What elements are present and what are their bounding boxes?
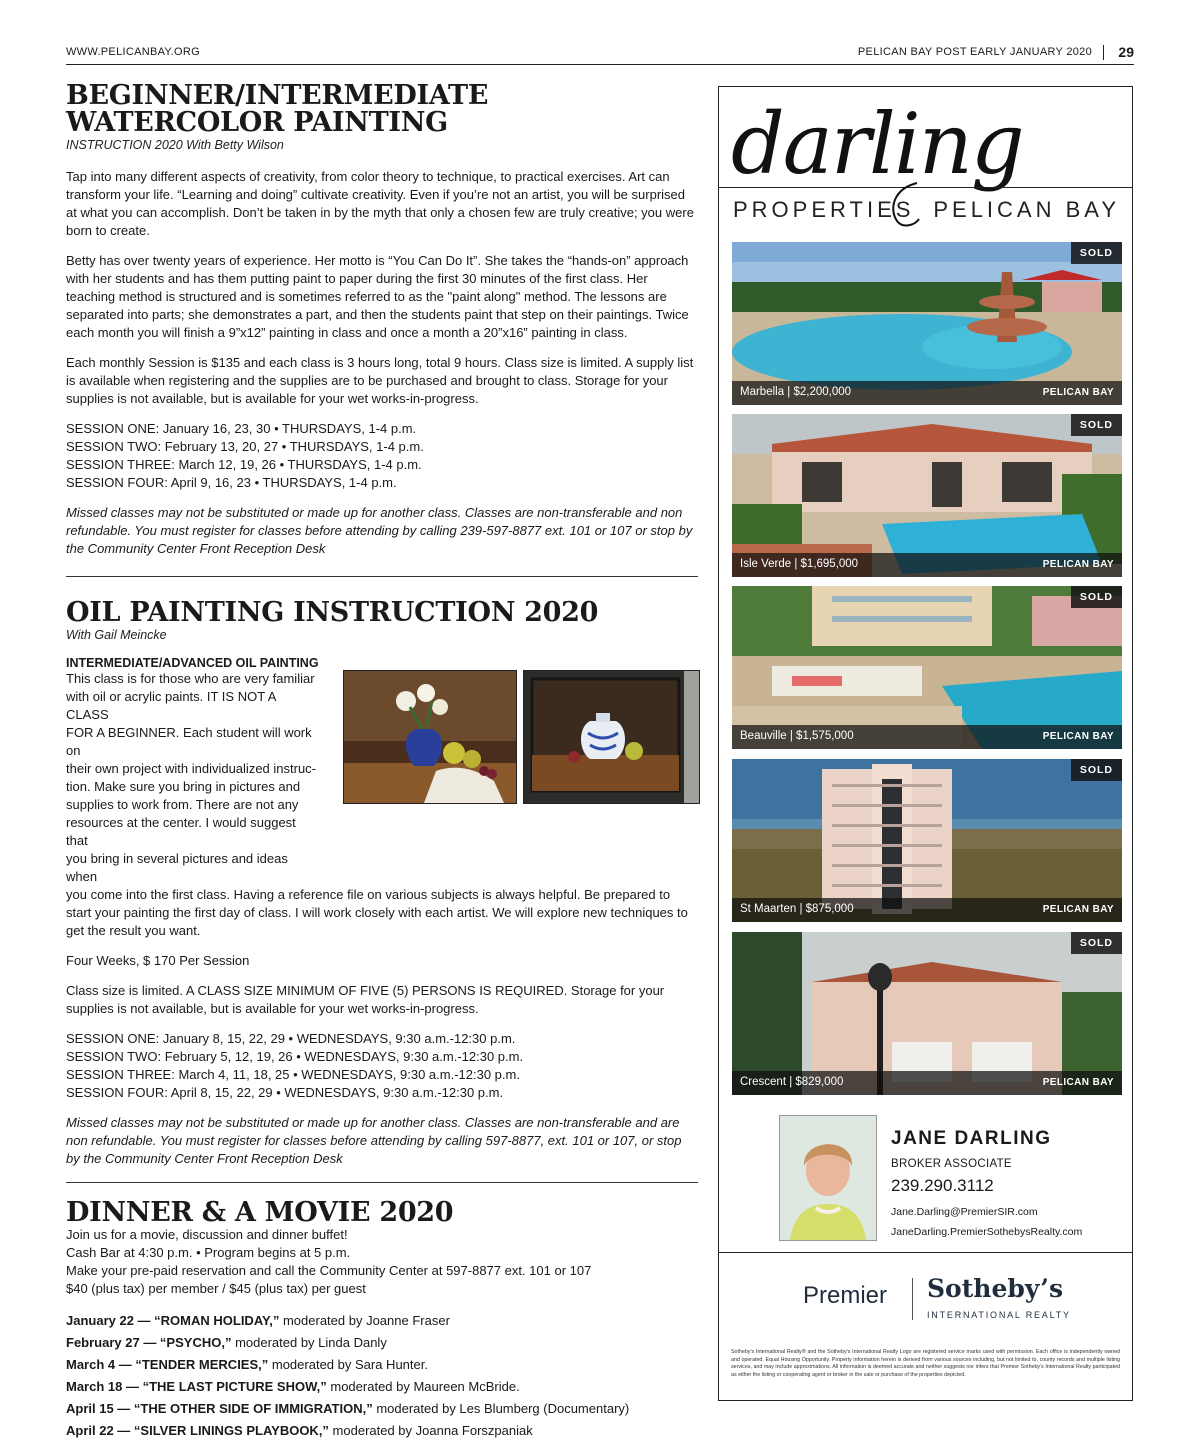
agent-website[interactable]: JaneDarling.PremierSothebysRealty.com bbox=[891, 1226, 1083, 1238]
movie-date-title: March 4 — “TENDER MERCIES,” bbox=[66, 1357, 269, 1372]
listing-caption bbox=[732, 898, 1122, 922]
movie-moderator: moderated by Sara Hunter. bbox=[268, 1357, 428, 1372]
watercolor-para3: Each monthly Session is $135 and each class is 3 hours long, total 9 hours. Class size is limited. A supply list is available when registering and the supplies are to be purchased and brought to class. Storage for your supplies is not available, but is available for your wet works-in-progress. bbox=[66, 355, 694, 406]
logo-properties: PROPERTIES bbox=[733, 197, 915, 222]
sold-badge: SOLD bbox=[1071, 932, 1122, 954]
oil-line: resources at the center. I would suggest that bbox=[66, 815, 296, 848]
agent-name: JANE DARLING bbox=[891, 1128, 1052, 1149]
watercolor-session: SESSION THREE: March 12, 19, 26 • THURSDAYS, 1-4 p.m. bbox=[66, 457, 422, 472]
brand-divider bbox=[912, 1278, 913, 1320]
agent-role: BROKER ASSOCIATE bbox=[891, 1158, 1012, 1170]
oil-session: SESSION THREE: March 4, 11, 18, 25 • WEDNESDAYS, 9:30 a.m.-12:30 p.m. bbox=[66, 1067, 520, 1082]
watercolor-sessions bbox=[66, 420, 698, 492]
watercolor-subtitle: INSTRUCTION 2020 With Betty Wilson bbox=[66, 138, 284, 152]
movie-section bbox=[66, 1199, 698, 1442]
left-column bbox=[66, 82, 698, 1442]
watercolor-session: SESSION FOUR: April 9, 16, 23 • THURSDAYS, 1-4 p.m. bbox=[66, 475, 397, 490]
sold-badge: SOLD bbox=[1071, 414, 1122, 436]
movie-intro-line: Join us for a movie, discussion and dinner buffet! bbox=[66, 1227, 348, 1242]
movie-intro-line: Make your pre-paid reservation and call the Community Center at 597-8877 ext. 101 or 107 bbox=[66, 1263, 592, 1278]
listing-card[interactable] bbox=[732, 414, 1122, 577]
movie-moderator: moderated by Joanna Forszpaniak bbox=[328, 1423, 533, 1438]
movie-date-title: February 27 — “PSYCHO,” bbox=[66, 1335, 232, 1350]
listing-name-price: Isle Verde | $1,695,000 bbox=[740, 558, 859, 570]
sold-badge: SOLD bbox=[1071, 242, 1122, 264]
listing-location: PELICAN BAY bbox=[1042, 904, 1114, 915]
logo-pelican-bay: PELICAN BAY bbox=[933, 197, 1120, 222]
watercolor-section bbox=[66, 82, 698, 558]
listing-card[interactable] bbox=[732, 242, 1122, 405]
listing-name-price: Beauville | $1,575,000 bbox=[740, 730, 854, 742]
oil-intro-text bbox=[66, 670, 321, 886]
listing-caption bbox=[732, 553, 1122, 577]
legal-disclaimer: Sotheby’s International Realty® and the Sotheby’s International Realty Logo are registered service marks used with permission. Each office is independently owned and operated. Equal Housing Opportunity. Property information herein is derived from various sources including, but not limited to, county records and multiple listing services, and may include approximations. All information is deemed accurate and neither suggests nor infers that Premier Sotheby’s International Realty participated as either the listing or cooperating agent or broker in the sale or purchase of the properties depicted. bbox=[731, 1349, 1120, 1378]
brokerage-logo bbox=[719, 1272, 1132, 1332]
listing-name-price: Marbella | $2,200,000 bbox=[740, 386, 852, 398]
listing-card[interactable] bbox=[732, 586, 1122, 749]
oil-line: you bring in several pictures and ideas when bbox=[66, 851, 288, 884]
publication-title: PELICAN BAY POST EARLY JANUARY 2020 bbox=[857, 46, 1092, 58]
listing-card[interactable] bbox=[732, 932, 1122, 1095]
movie-item bbox=[66, 1332, 698, 1354]
agent-email[interactable]: Jane.Darling@PremierSIR.com bbox=[891, 1206, 1038, 1218]
sold-badge: SOLD bbox=[1071, 759, 1122, 781]
oil-title: OIL PAINTING INSTRUCTION 2020 bbox=[66, 597, 599, 628]
watercolor-note: Missed classes may not be substituted or made up for another class. Classes are non-transferable and non refundable. You must register for classes before attending by calling 239-597-8877 ext. 101 or 107 or stop by the Community Center Front Reception Desk bbox=[66, 505, 693, 556]
movie-item bbox=[66, 1376, 698, 1398]
oil-class-size: Class size is limited. A CLASS SIZE MINIMUM OF FIVE (5) PERSONS IS REQUIRED. Storage for your supplies is not available, but is available for your wet works-in-progress. bbox=[66, 983, 665, 1016]
movie-intro-line: $40 (plus tax) per member / $45 (plus tax) per guest bbox=[66, 1281, 366, 1296]
oil-line: supplies to work from. There are not any bbox=[66, 797, 299, 812]
movie-moderator: moderated by Maureen McBride. bbox=[326, 1379, 520, 1394]
oil-line: FOR A BEGINNER. Each student will work on bbox=[66, 725, 312, 758]
watercolor-title-line2: WATERCOLOR PAINTING bbox=[66, 107, 448, 138]
movie-item bbox=[66, 1354, 698, 1376]
movie-intro-line: Cash Bar at 4:30 p.m. • Program begins at 5 p.m. bbox=[66, 1245, 351, 1260]
listing-location: PELICAN BAY bbox=[1042, 1077, 1114, 1088]
brand-sothebys: Sotheby’s bbox=[927, 1274, 1064, 1303]
painting-blue-vase-image bbox=[343, 670, 517, 804]
site-url[interactable]: WWW.PELICANBAY.ORG bbox=[66, 46, 200, 58]
listing-card[interactable] bbox=[732, 759, 1122, 922]
oil-line: This class is for those who are very familiar bbox=[66, 671, 315, 686]
agent-card bbox=[719, 1112, 1132, 1253]
oil-section bbox=[66, 599, 698, 1168]
movie-title: DINNER & A MOVIE 2020 bbox=[66, 1197, 454, 1228]
listing-location: PELICAN BAY bbox=[1042, 731, 1114, 742]
listing-name-price: Crescent | $829,000 bbox=[740, 1076, 844, 1088]
oil-session: SESSION ONE: January 8, 15, 22, 29 • WEDNESDAYS, 9:30 a.m.-12:30 p.m. bbox=[66, 1031, 516, 1046]
listing-caption bbox=[732, 725, 1122, 749]
listing-name-price: St Maarten | $875,000 bbox=[740, 903, 854, 915]
page-number: 29 bbox=[1118, 44, 1134, 60]
agent-phone[interactable]: 239.290.3112 bbox=[891, 1176, 994, 1195]
watercolor-session: SESSION ONE: January 16, 23, 30 • THURSDAYS, 1-4 p.m. bbox=[66, 421, 417, 436]
movie-schedule bbox=[66, 1310, 698, 1442]
oil-price: Four Weeks, $ 170 Per Session bbox=[66, 953, 250, 968]
oil-level: INTERMEDIATE/ADVANCED OIL PAINTING bbox=[66, 656, 319, 670]
oil-line: with oil or acrylic paints. IT IS NOT A CLASS bbox=[66, 689, 276, 722]
brand-subtitle: INTERNATIONAL REALTY bbox=[927, 1310, 1071, 1320]
agent-photo bbox=[779, 1115, 877, 1241]
movie-item bbox=[66, 1398, 698, 1420]
oil-sessions bbox=[66, 1030, 698, 1102]
darling-logo bbox=[719, 87, 1132, 237]
movie-date-title: March 18 — “THE LAST PICTURE SHOW,” bbox=[66, 1379, 327, 1394]
oil-session: SESSION FOUR: April 8, 15, 22, 29 • WEDNESDAYS, 9:30 a.m.-12:30 p.m. bbox=[66, 1085, 504, 1100]
movie-moderator: moderated by Joanne Fraser bbox=[279, 1313, 450, 1328]
watercolor-title bbox=[66, 82, 698, 136]
oil-note: Missed classes may not be substituted or made up for another class. Classes are non-transferable and are non refundable. You must register for classes before attending by calling 597-8877, ext. 101 or 107, or stop by the Community Center Front Reception Desk bbox=[66, 1115, 682, 1166]
movie-moderator: moderated by Linda Danly bbox=[231, 1335, 387, 1350]
movie-date-title: April 22 — “SILVER LININGS PLAYBOOK,” bbox=[66, 1423, 329, 1438]
brand-premier: Premier bbox=[803, 1282, 888, 1309]
oil-line: their own project with individualized instruc- bbox=[66, 761, 317, 776]
listing-caption bbox=[732, 381, 1122, 405]
watercolor-para2: Betty has over twenty years of experience. Her motto is “You Can Do It”. She takes the “hands-on” approach with her students and has them putting paint to paper during the first 30 minutes of the first class. Her teaching method is structured and is sometimes referred to as the "paint along" method. The lessons are separated into parts; she demonstrates a part, and then the students paint that step on their paintings. Twice each month you will finish a 9”x12” painting in class and once a month a 20”x16” painting in class. bbox=[66, 253, 689, 340]
watercolor-session: SESSION TWO: February 13, 20, 27 • THURSDAYS, 1-4 p.m. bbox=[66, 439, 424, 454]
painting-ginger-jar-image bbox=[523, 670, 700, 804]
watercolor-title-line1: BEGINNER/INTERMEDIATE bbox=[66, 80, 489, 111]
listing-location: PELICAN BAY bbox=[1042, 387, 1114, 398]
listing-location: PELICAN BAY bbox=[1042, 559, 1114, 570]
oil-session: SESSION TWO: February 5, 12, 19, 26 • WEDNESDAYS, 9:30 a.m.-12:30 p.m. bbox=[66, 1049, 524, 1064]
movie-item bbox=[66, 1420, 698, 1442]
oil-para-cont: you come into the first class. Having a reference file on various subjects is always helpful. Be prepared to start your painting the first day of class. I will work closely with each artist. We will explore new techniques to get the result you want. bbox=[66, 887, 688, 938]
section-divider bbox=[66, 576, 698, 577]
oil-intro bbox=[66, 670, 698, 886]
section-divider bbox=[66, 1182, 698, 1183]
sold-badge: SOLD bbox=[1071, 586, 1122, 608]
movie-moderator: moderated by Les Blumberg (Documentary) bbox=[372, 1401, 630, 1416]
watercolor-para1: Tap into many different aspects of creativity, from color theory to technique, to practical exercises. Art can transform your life. “Learning and doing” cultivate creativity. Even if you’re not an artist, you will be surprised at what you can accomplish. Don’t be taken in by the myth that only a chosen few are truly creative; you were born to create. bbox=[66, 169, 694, 238]
movie-date-title: April 15 — “THE OTHER SIDE OF IMMIGRATION,” bbox=[66, 1401, 373, 1416]
oil-subtitle: With Gail Meincke bbox=[66, 628, 167, 642]
logo-script: darling bbox=[731, 95, 1023, 193]
movie-item bbox=[66, 1310, 698, 1332]
oil-line: tion. Make sure you bring in pictures and bbox=[66, 779, 301, 794]
listing-caption bbox=[732, 1071, 1122, 1095]
real-estate-ad bbox=[718, 86, 1133, 1401]
page-header bbox=[66, 46, 1134, 65]
logo-rule bbox=[719, 187, 1132, 188]
header-separator bbox=[1103, 45, 1105, 60]
movie-date-title: January 22 — “ROMAN HOLIDAY,” bbox=[66, 1313, 280, 1328]
